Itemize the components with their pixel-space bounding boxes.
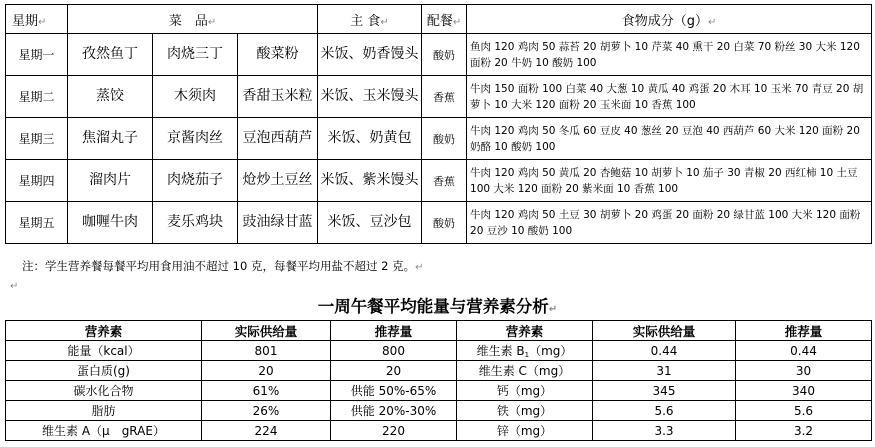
- dish-cell: 孜然鱼丁: [68, 34, 153, 76]
- day-cell: 星期三: [6, 118, 68, 160]
- nutrient-name: 蛋白质(g): [6, 361, 202, 381]
- header-nutrient: 营养素: [457, 321, 593, 341]
- ingredients-cell: 牛肉 120 鸡肉 50 冬瓜 60 豆皮 40 葱丝 20 豆泡 40 西葫芦 60 大米 120 面粉 20 奶酪 10 酸奶 100: [467, 118, 872, 160]
- dish-cell: 京酱肉丝: [153, 118, 238, 160]
- recommended-value: 3.2: [736, 421, 872, 441]
- nutrient-name: 锌（mg）: [457, 421, 593, 441]
- ingredients-cell: 牛肉 120 鸡肉 50 黄瓜 20 杏鲍菇 10 胡萝卜 10 茄子 30 青椒 20 西红柿 10 土豆 100 大米 120 面粉 20 紫米面 10 香蕉 100: [467, 160, 872, 202]
- nutrient-name: 维生素 $B_1(mg)$: [457, 341, 593, 361]
- dish-cell: 肉烧三丁: [153, 34, 238, 76]
- dish-cell: 炝炒土豆丝: [238, 160, 318, 202]
- recommended-value: 供能 20%-30%: [331, 401, 457, 421]
- header-actual: 实际供给量: [202, 321, 331, 341]
- snack-cell: 酸奶: [422, 202, 467, 244]
- weekly-menu-table: [5, 4, 872, 244]
- header-recommended: 推荐量: [331, 321, 457, 341]
- menu-footnote: 注：学生营养餐每餐平均用食用油不超过 10 克，每餐平均用盐不超过 2 克。↵: [22, 259, 424, 273]
- analysis-title: 一周午餐平均能量与营养素分析↵: [317, 297, 558, 316]
- analysis-row: [6, 401, 872, 421]
- actual-value: 5.6: [593, 401, 736, 421]
- dish-cell: 焦溜丸子: [68, 118, 153, 160]
- header-recommended: 推荐量: [736, 321, 872, 341]
- staple-cell: 米饭、玉米馒头: [318, 76, 422, 118]
- dish-cell: 木须肉: [153, 76, 238, 118]
- menu-row-friday: [6, 202, 872, 244]
- actual-value: 801: [202, 341, 331, 361]
- analysis-row: [6, 381, 872, 401]
- recommended-value: 20: [331, 361, 457, 381]
- ingredients-cell: 鱼肉 120 鸡肉 50 蒜苔 20 胡萝卜 10 芹菜 40 熏干 20 白菜 70 粉丝 30 大米 120 面粉 20 牛奶 10 酸奶 100: [467, 34, 872, 76]
- snack-cell: 酸奶: [422, 118, 467, 160]
- snack-cell: 酸奶: [422, 34, 467, 76]
- dish-cell: 豆泡西葫芦: [238, 118, 318, 160]
- nutrient-name: 维生素 C（mg）: [457, 361, 593, 381]
- analysis-row: [6, 421, 872, 441]
- day-cell: 星期四: [6, 160, 68, 202]
- recommended-value: 30: [736, 361, 872, 381]
- staple-cell: 米饭、奶香馒头: [318, 34, 422, 76]
- actual-value: 31: [593, 361, 736, 381]
- day-cell: 星期二: [6, 76, 68, 118]
- recommended-value: 800: [331, 341, 457, 361]
- actual-value: 20: [202, 361, 331, 381]
- nutrient-name: 能量（kcal）: [6, 341, 202, 361]
- actual-value: 345: [593, 381, 736, 401]
- menu-row-wednesday: [6, 118, 872, 160]
- nutrient-name: 碳水化合物: [6, 381, 202, 401]
- staple-cell: 米饭、奶黄包: [318, 118, 422, 160]
- actual-value: 0.44: [593, 341, 736, 361]
- actual-value: 26%: [202, 401, 331, 421]
- dish-cell: 麦乐鸡块: [153, 202, 238, 244]
- ingredients-cell: 牛肉 150 面粉 100 白菜 40 大葱 10 黄瓜 40 鸡蛋 20 木耳 10 玉米 70 青豆 20 胡萝卜 10 大米 120 面粉 20 玉米面 10 香蕉 100: [467, 76, 872, 118]
- analysis-header-row: [6, 321, 872, 341]
- actual-value: 61%: [202, 381, 331, 401]
- snack-cell: 香蕉: [422, 76, 467, 118]
- header-staple: 主 食↵: [318, 5, 422, 34]
- dish-cell: 豉油绿甘蓝: [238, 202, 318, 244]
- menu-row-thursday: [6, 160, 872, 202]
- dish-cell: 蒸饺: [68, 76, 153, 118]
- dish-cell: 咖喱牛肉: [68, 202, 153, 244]
- recommended-value: 220: [331, 421, 457, 441]
- menu-header-row: [6, 5, 872, 34]
- nutrient-name: 钙（mg）: [457, 381, 593, 401]
- menu-row-monday: [6, 34, 872, 76]
- analysis-row: [6, 341, 872, 361]
- ingredients-cell: 牛肉 120 鸡肉 50 土豆 30 胡萝卜 20 鸡蛋 20 面粉 20 绿甘蓝 100 大米 120 面粉 20 豆沙 10 酸奶 100: [467, 202, 872, 244]
- header-day: 星期↵: [6, 5, 68, 34]
- staple-cell: 米饭、豆沙包: [318, 202, 422, 244]
- actual-value: 3.3: [593, 421, 736, 441]
- recommended-value: 供能 50%-65%: [331, 381, 457, 401]
- nutrient-name: 脂肪: [6, 401, 202, 421]
- nutrient-name: 维生素 A（μ gRAE）: [6, 421, 202, 441]
- header-ingredients: 食物成分（g）↵: [467, 5, 872, 34]
- dish-cell: 肉烧茄子: [153, 160, 238, 202]
- menu-row-tuesday: [6, 76, 872, 118]
- day-cell: 星期五: [6, 202, 68, 244]
- dish-cell: 溜肉片: [68, 160, 153, 202]
- nutrient-name: 铁（mg）: [457, 401, 593, 421]
- header-nutrient: 营养素: [6, 321, 202, 341]
- day-cell: 星期一: [6, 34, 68, 76]
- header-actual: 实际供给量: [593, 321, 736, 341]
- header-dishes: 菜 品↵: [68, 5, 318, 34]
- recommended-value: 0.44: [736, 341, 872, 361]
- recommended-value: 5.6: [736, 401, 872, 421]
- snack-cell: 香蕉: [422, 160, 467, 202]
- dish-cell: 香甜玉米粒: [238, 76, 318, 118]
- dish-cell: 酸菜粉: [238, 34, 318, 76]
- header-snack: 配餐↵: [422, 5, 467, 34]
- actual-value: 224: [202, 421, 331, 441]
- recommended-value: 340: [736, 381, 872, 401]
- paragraph-mark: ↵: [10, 281, 19, 292]
- analysis-row: [6, 361, 872, 381]
- staple-cell: 米饭、紫米馒头: [318, 160, 422, 202]
- nutrient-analysis-table: [5, 320, 872, 441]
